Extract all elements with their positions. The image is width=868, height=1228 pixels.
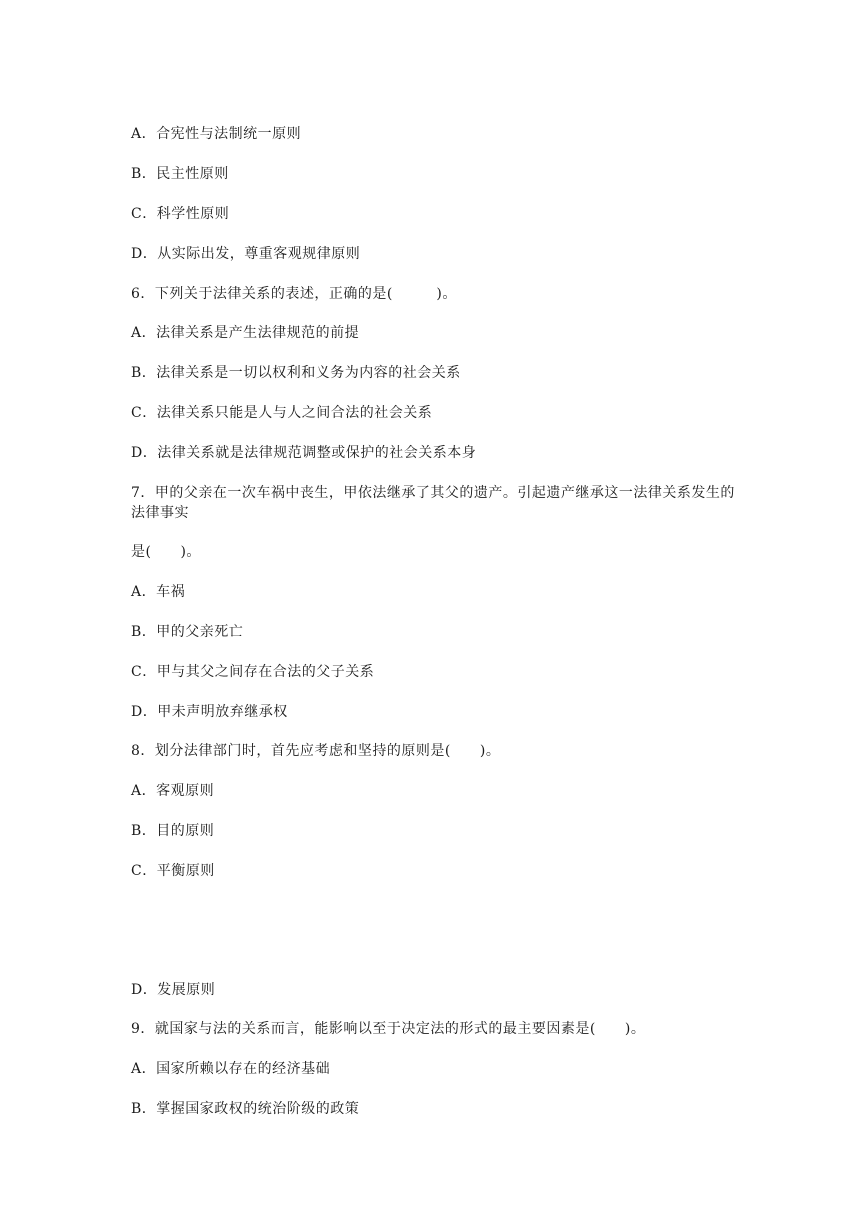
option-c-q7: C．甲与其父之间存在合法的父子关系 (131, 664, 375, 680)
option-a-q7: A．车祸 (131, 584, 186, 600)
option-b-q9: B．掌握国家政权的统治阶级的政策 (131, 1101, 360, 1117)
question-7-continued: 是( )。 (131, 544, 201, 560)
option-c-q8: C．平衡原则 (131, 863, 215, 879)
option-d-q5: D．从实际出发，尊重客观规律原则 (131, 246, 361, 262)
question-7: 7．甲的父亲在一次车祸中丧生，甲依法继承了其父的遗产。引起遗产继承这一法律关系发生的法律事实 (131, 485, 735, 521)
option-d-q6: D．法律关系就是法律规范调整或保护的社会关系本身 (131, 445, 477, 461)
option-a-q6: A．法律关系是产生法律规范的前提 (131, 325, 360, 341)
question-6: 6．下列关于法律关系的表述，正确的是( )。 (131, 286, 457, 302)
option-c-q5: C．科学性原则 (131, 206, 230, 222)
question-9: 9．就国家与法的关系而言，能影响以至于决定法的形式的最主要因素是( )。 (131, 1021, 646, 1037)
option-b-q5: B．民主性原则 (131, 166, 229, 182)
option-d-q8: D．发展原则 (131, 982, 216, 998)
option-b-q7: B．甲的父亲死亡 (131, 624, 244, 640)
option-a-q8: A．客观原则 (131, 783, 215, 799)
option-b-q6: B．法律关系是一切以权利和义务为内容的社会关系 (131, 365, 461, 381)
option-a-q9: A．国家所赖以存在的经济基础 (131, 1061, 331, 1077)
option-b-q8: B．目的原则 (131, 823, 215, 839)
question-8: 8．划分法律部门时，首先应考虑和坚持的原则是( )。 (131, 743, 501, 759)
option-c-q6: C．法律关系只能是人与人之间合法的社会关系 (131, 405, 433, 421)
option-a-q5: A．合宪性与法制统一原则 (131, 126, 302, 142)
option-d-q7: D．甲未声明放弃继承权 (131, 704, 288, 720)
